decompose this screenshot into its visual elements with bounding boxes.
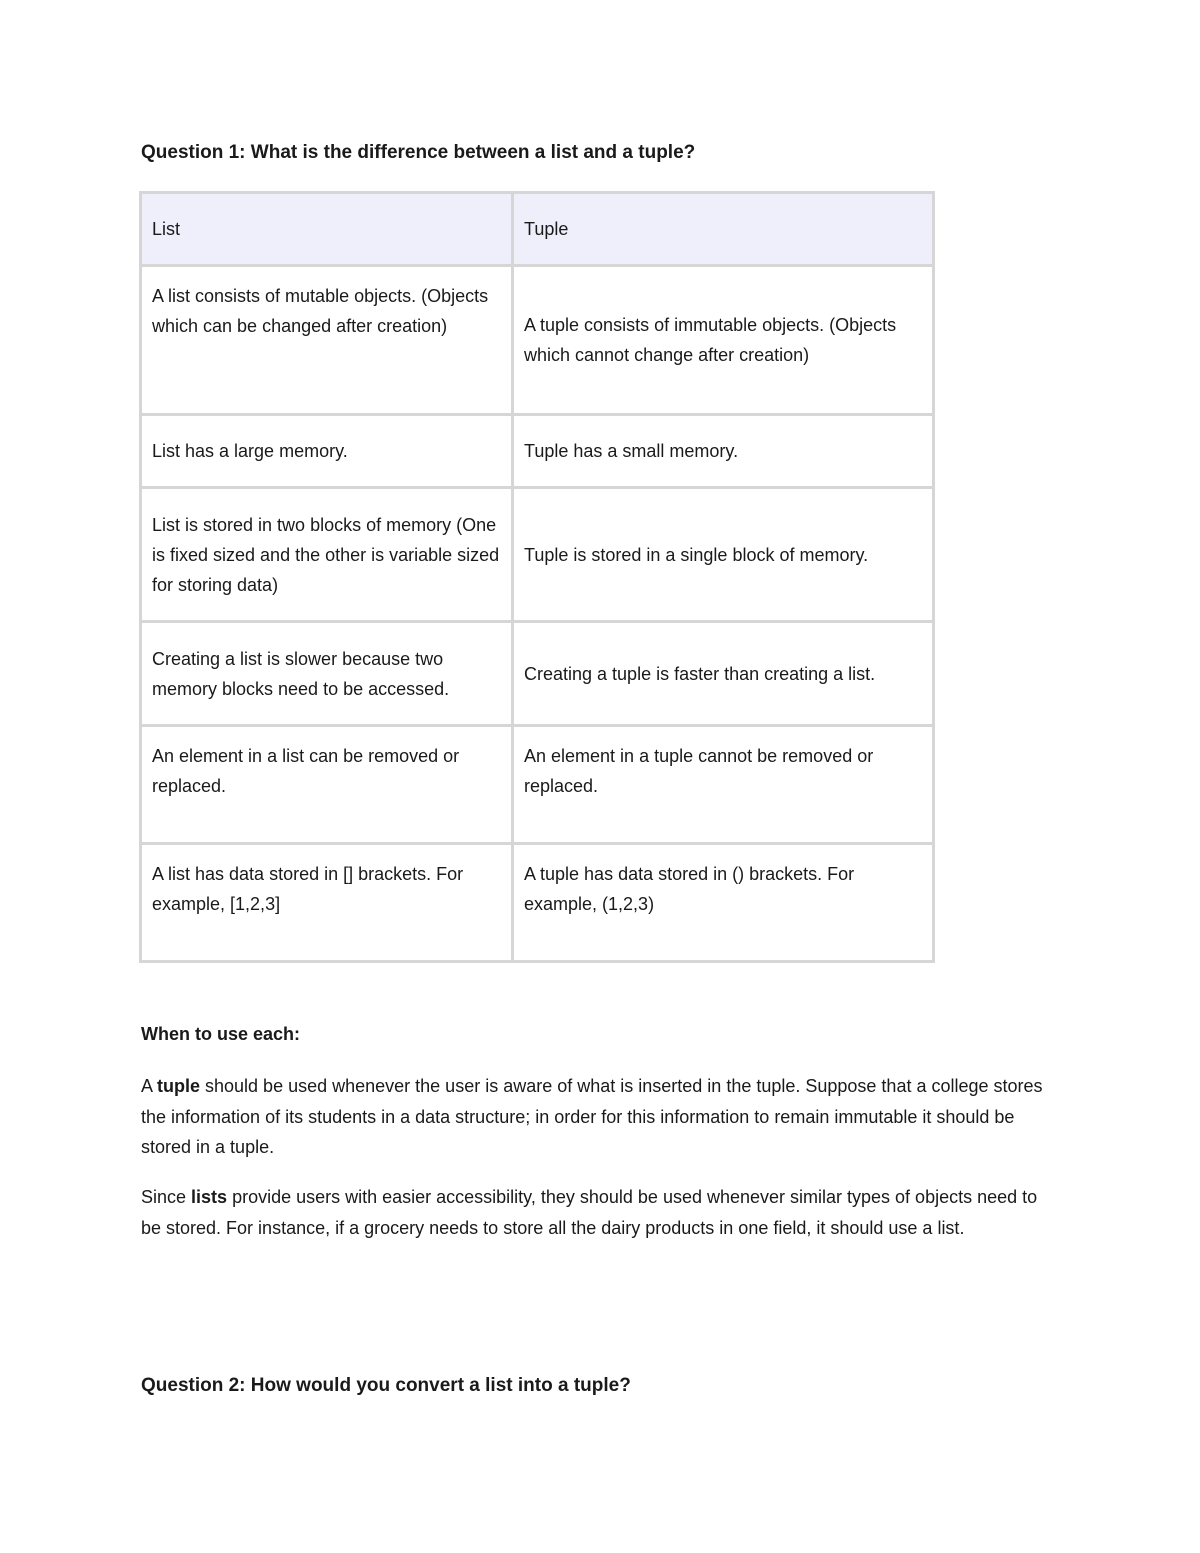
list-cell: Creating a list is slower because two memory blocks need to be accessed. xyxy=(141,622,513,726)
paragraph-lead: Since xyxy=(141,1187,192,1207)
paragraph-lead: A xyxy=(141,1076,158,1096)
table-row xyxy=(141,622,934,726)
header-list: List xyxy=(141,193,513,266)
question-1-heading: Question 1: What is the difference between a list and a tuple? xyxy=(141,142,696,163)
table-row xyxy=(141,488,934,622)
table-row xyxy=(141,415,934,488)
table-row xyxy=(141,726,934,844)
table-row xyxy=(141,844,934,962)
list-cell: List has a large memory. xyxy=(141,415,513,488)
list-cell: An element in a list can be removed or replaced. xyxy=(141,726,513,844)
header-tuple: Tuple xyxy=(513,193,934,266)
question-2-heading: Question 2: How would you convert a list into a tuple? xyxy=(141,1375,631,1396)
table-header-row xyxy=(141,193,934,266)
list-cell: A list has data stored in [] brackets. For example, [1,2,3] xyxy=(141,844,513,962)
keyword-lists: lists xyxy=(191,1187,228,1207)
list-cell: List is stored in two blocks of memory (One is fixed sized and the other is variable sized for storing data) xyxy=(141,488,513,622)
list-vs-tuple-table xyxy=(139,191,935,963)
tuple-cell: A tuple consists of immutable objects. (Objects which cannot change after creation) xyxy=(513,266,934,415)
table-row xyxy=(141,266,934,415)
keyword-tuple: tuple xyxy=(157,1076,201,1096)
tuple-cell: An element in a tuple cannot be removed or replaced. xyxy=(513,726,934,844)
tuple-cell: Creating a tuple is faster than creating a list. xyxy=(513,622,934,726)
tuple-cell: Tuple is stored in a single block of memory. xyxy=(513,488,934,622)
tuple-cell: Tuple has a small memory. xyxy=(513,415,934,488)
when-to-use-heading: When to use each: xyxy=(141,1024,301,1044)
list-usage-paragraph xyxy=(141,1182,1056,1243)
paragraph-body: should be used whenever the user is aware of what is inserted in the tuple. Suppose that a college stores the information of its students in a data structure; in order for this information to remain immutable it should be stored in a tuple. xyxy=(141,1076,1043,1157)
paragraph-body: provide users with easier accessibility, they should be used whenever similar types of objects need to be stored. For instance, if a grocery needs to store all the dairy products in one field, it should use a list. xyxy=(141,1187,1038,1238)
tuple-cell: A tuple has data stored in () brackets. For example, (1,2,3) xyxy=(513,844,934,962)
list-cell: A list consists of mutable objects. (Objects which can be changed after creation) xyxy=(141,266,513,415)
tuple-usage-paragraph xyxy=(141,1071,1056,1163)
